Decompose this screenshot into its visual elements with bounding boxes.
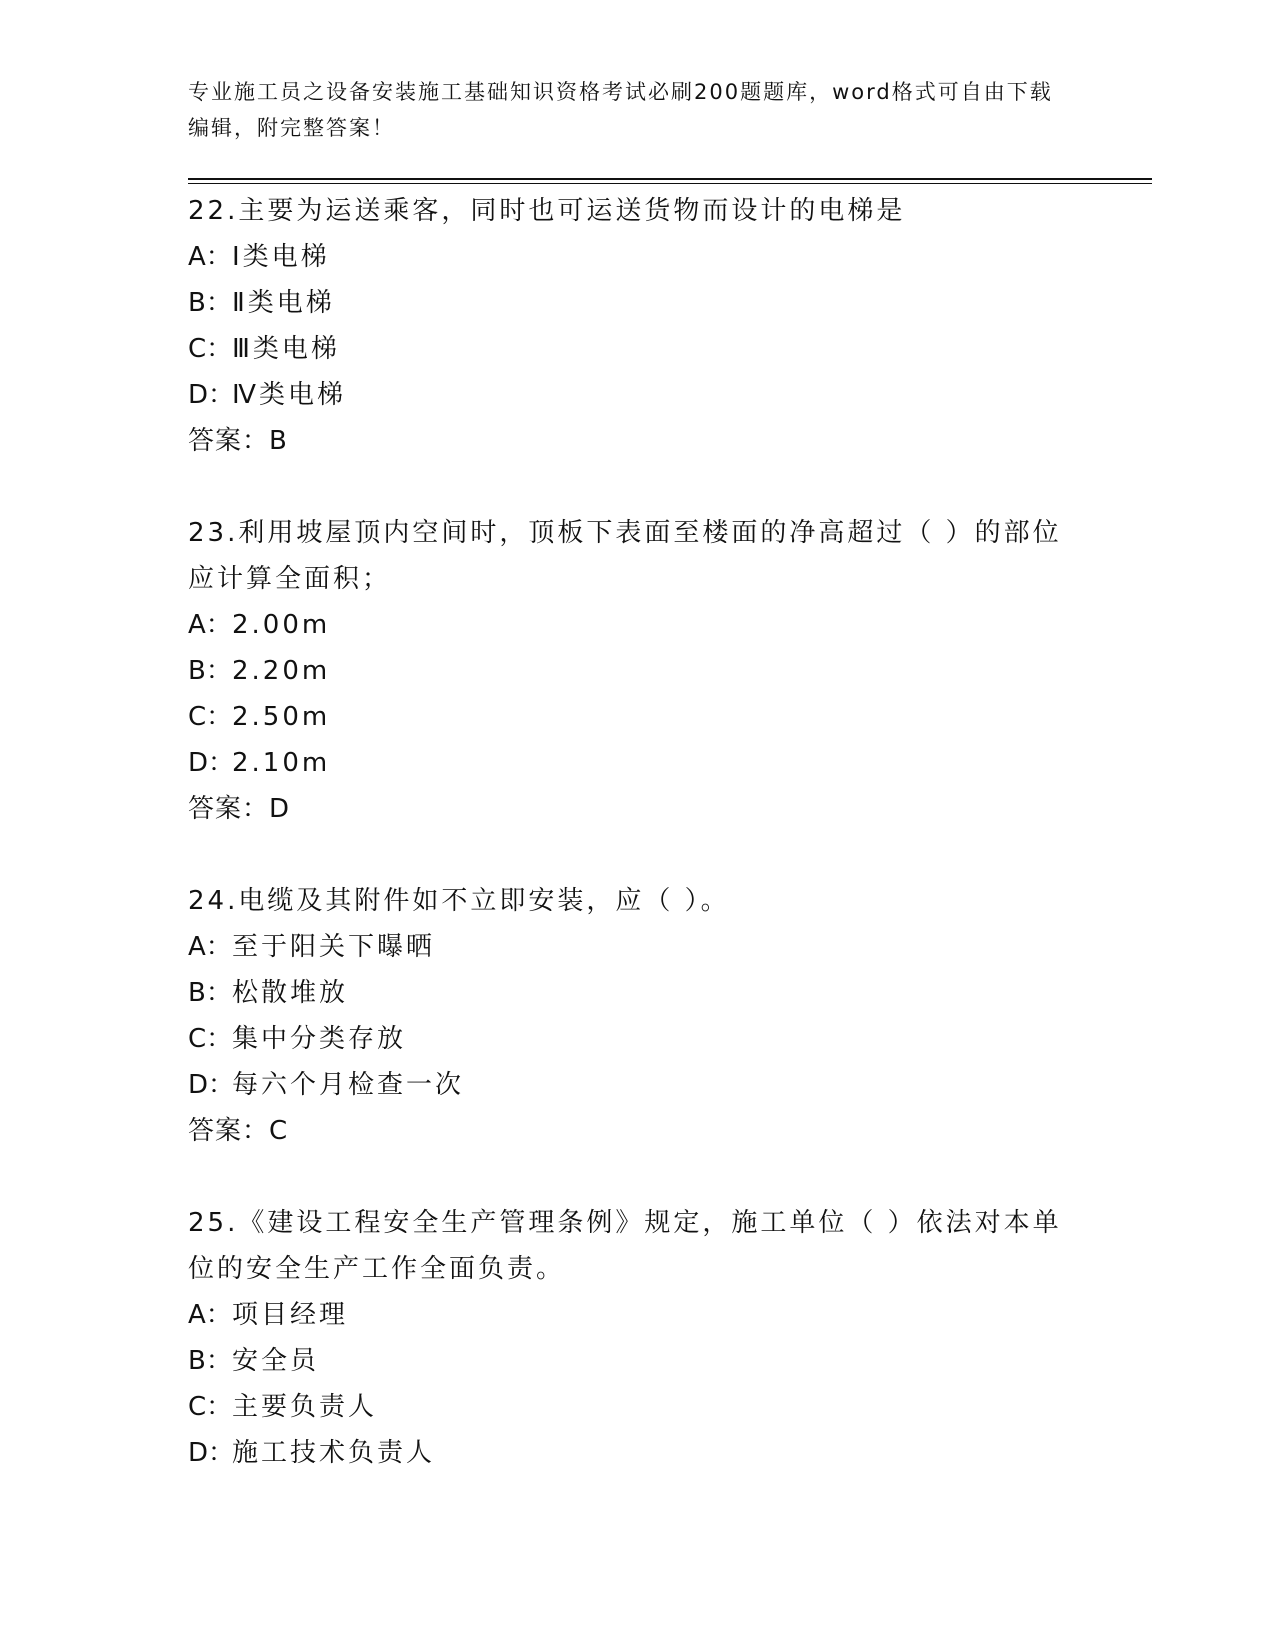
question-text: 23.利用坡屋顶内空间时，顶板下表面至楼面的净高超过（ ）的部位应计算全面积；	[188, 518, 1062, 594]
option-text: 至于阳关下曝晒	[232, 932, 436, 962]
answer-line: 答案：C	[188, 1116, 289, 1146]
option-key: C：	[188, 1392, 233, 1422]
option-text: Ⅰ类电梯	[232, 242, 330, 272]
question-text: 24.电缆及其附件如不立即安装，应（ ）。	[188, 886, 730, 916]
option-text: Ⅲ类电梯	[232, 334, 340, 364]
option-text: Ⅱ类电梯	[232, 288, 335, 318]
question-22	[188, 188, 1068, 464]
option-key: D：	[188, 380, 235, 410]
option-key: C：	[188, 1024, 233, 1054]
option-text: 集中分类存放	[232, 1024, 407, 1054]
option-key: A：	[188, 1300, 232, 1330]
option-c	[188, 694, 1068, 740]
option-key: A：	[188, 610, 232, 640]
option-a	[188, 924, 1068, 970]
question-25	[188, 1200, 1068, 1476]
option-key: D：	[188, 1070, 235, 1100]
option-key: A：	[188, 242, 232, 272]
option-text: 2.50m	[232, 702, 331, 732]
option-key: B：	[188, 978, 232, 1008]
question-text: 22.主要为运送乘客，同时也可运送货物而设计的电梯是	[188, 196, 906, 226]
option-c	[188, 1016, 1068, 1062]
option-text: 安全员	[232, 1346, 320, 1376]
option-text: 2.10m	[232, 748, 331, 778]
option-a	[188, 1292, 1068, 1338]
question-24	[188, 878, 1068, 1154]
question-23	[188, 510, 1068, 832]
option-key: C：	[188, 702, 233, 732]
option-c	[188, 1384, 1068, 1430]
option-key: A：	[188, 932, 232, 962]
option-d	[188, 740, 1068, 786]
answer-line: 答案：B	[188, 426, 288, 456]
option-b	[188, 970, 1068, 1016]
option-c	[188, 326, 1068, 372]
option-text: 松散堆放	[232, 978, 349, 1008]
header-divider	[188, 178, 1152, 184]
question-list	[188, 188, 1068, 1476]
option-key: D：	[188, 1438, 235, 1468]
answer-line: 答案：D	[188, 794, 291, 824]
option-key: B：	[188, 288, 232, 318]
option-d	[188, 1062, 1068, 1108]
option-text: 每六个月检查一次	[232, 1070, 465, 1100]
option-text: Ⅳ类电梯	[232, 380, 346, 410]
option-b	[188, 280, 1068, 326]
option-text: 2.20m	[232, 656, 331, 686]
option-key: B：	[188, 1346, 232, 1376]
option-b	[188, 1338, 1068, 1384]
option-a	[188, 602, 1068, 648]
document-header: 专业施工员之设备安装施工基础知识资格考试必刷200题题库，word格式可自由下载编辑，附完整答案！	[188, 80, 1053, 140]
option-text: 项目经理	[232, 1300, 349, 1330]
option-text: 施工技术负责人	[232, 1438, 436, 1468]
option-key: B：	[188, 656, 232, 686]
option-text: 主要负责人	[232, 1392, 378, 1422]
option-key: D：	[188, 748, 235, 778]
option-key: C：	[188, 334, 233, 364]
option-text: 2.00m	[232, 610, 331, 640]
option-a	[188, 234, 1068, 280]
option-b	[188, 648, 1068, 694]
option-d	[188, 1430, 1068, 1476]
option-d	[188, 372, 1068, 418]
question-text: 25.《建设工程安全生产管理条例》规定，施工单位（ ）依法对本单位的安全生产工作全面负责。	[188, 1208, 1062, 1284]
